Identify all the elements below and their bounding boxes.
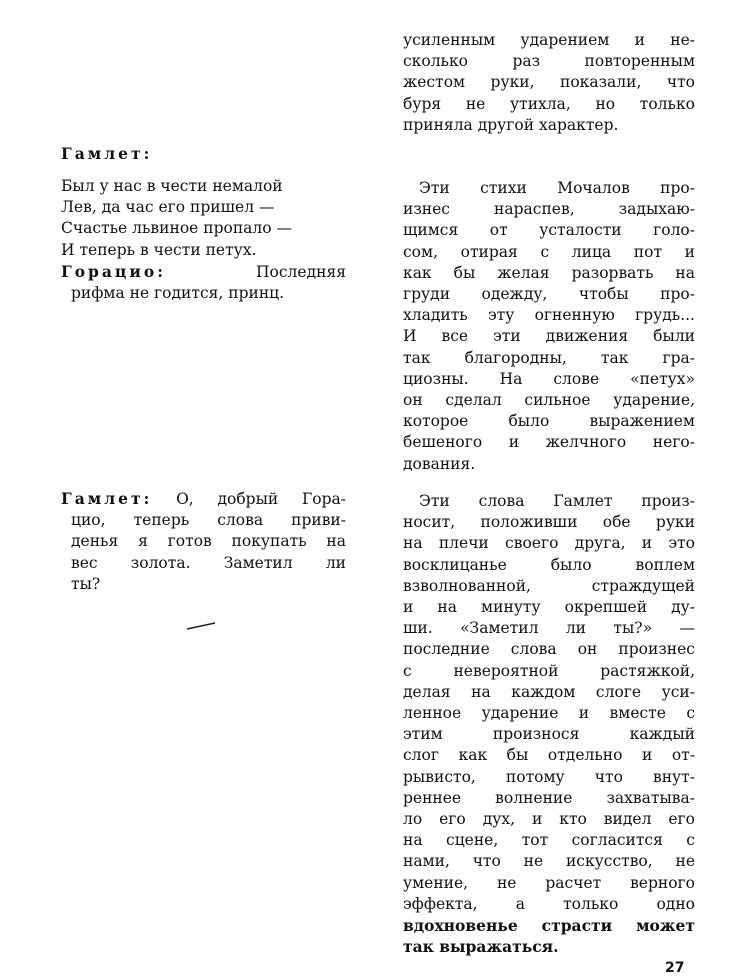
text-line: ленное ударение и вместе с [403, 704, 695, 723]
text-line: буря не утихла, но только [403, 94, 695, 113]
text-line: ты? [71, 574, 101, 593]
text-line: последние слова он произнес [403, 640, 695, 659]
verse-line: Был у нас в чести немалой [61, 177, 283, 195]
text-line: изнес нараспев, задыхаю- [403, 200, 695, 219]
text-line: вдохновенье страсти может [403, 916, 695, 936]
text-line: Эти слова Гамлет произ- [419, 492, 695, 510]
hamlet-speaker-heading-1 [61, 143, 346, 164]
right-column-bottom-paragraph [403, 491, 695, 957]
text-line: приняла другой характер. [403, 115, 619, 134]
text-line: так выражаться. [403, 937, 559, 957]
text-line: рывисто, потому что внут- [403, 767, 695, 786]
hamlet-speech-2 [61, 488, 346, 595]
text-line: циозны. На слове «петух» [403, 369, 695, 388]
text-line: слог как бы отдельно и от- [403, 746, 695, 765]
text-line: делая на каждом слоге уси- [403, 682, 695, 701]
text-line: этим произнося каждый [403, 725, 695, 744]
text-line: как бы желая разорвать на [403, 263, 695, 282]
text-line: щимся от усталости голо- [403, 221, 695, 240]
text-line: реннее волнение захватыва- [403, 788, 695, 807]
text-line: взволнованной, страждущей [403, 576, 695, 595]
verse-block [61, 176, 346, 304]
text-line: груди одежду, чтобы про- [403, 285, 695, 304]
speaker-name: Горацио: [61, 261, 166, 281]
horatio-speech: Последняя [256, 262, 346, 281]
text-line: вес золота. Заметил ли [71, 553, 346, 572]
text-line: денья я готов покупать на [71, 532, 346, 551]
text-line: И все эти движения были [403, 327, 695, 346]
text-line: так благородны, так гра- [403, 348, 695, 367]
text-line: Эти стихи Мочалов про- [419, 179, 695, 197]
text-line: цио, теперь слова приви- [71, 511, 346, 530]
speaker-name: Гамлет: [61, 489, 153, 508]
verse-line: Лев, да час его пришел — [61, 198, 275, 217]
right-column-top-paragraph [403, 30, 695, 136]
text-line: носит, положивши обе руки [403, 513, 695, 532]
text-line: на сцене, тот согласится с [403, 831, 695, 850]
horatio-line [61, 261, 346, 283]
hamlet-speech-text: О, добрый Гора- [176, 490, 346, 508]
text-line: которое было выражением [403, 412, 695, 431]
text-line: бешеного и желчного него- [403, 433, 695, 452]
text-line: с невероятной растяжкой, [403, 661, 695, 680]
text-line: жестом руки, показали, что [403, 73, 695, 92]
decorative-dash [186, 622, 216, 630]
text-line: восклицанье было воплем [403, 555, 695, 574]
text-line: умение, не расчет верного [403, 873, 695, 892]
verse-line: Счастье львиное пропало — [61, 219, 293, 238]
text-line: и на минуту окрепшей ду- [403, 598, 695, 617]
text-line: ши. «Заметил ли ты?» — [403, 619, 695, 638]
right-column-middle-paragraph [403, 178, 695, 475]
hamlet-speech-first-line [61, 488, 346, 510]
speaker-name: Гамлет: [61, 144, 153, 163]
text-line: хладить эту огненную грудь... [403, 306, 695, 325]
page-number: 27 [665, 960, 685, 976]
text-line: сколько раз повторенным [403, 52, 695, 71]
text-line: усиленным ударением и не- [403, 31, 695, 49]
text-line: дования. [403, 454, 476, 473]
text-line: на плечи своего друга, и это [403, 534, 695, 553]
text-line: эффекта, а только одно [403, 894, 695, 913]
text-line: ло его дух, и кто видел его [403, 810, 695, 829]
text-line: сом, отирая с лица пот и [403, 242, 695, 261]
horatio-speech-continued: рифма не годится, принц. [71, 284, 285, 303]
text-line: он сделал сильное ударение, [403, 391, 695, 410]
text-line: нами, что не искусство, не [403, 852, 695, 871]
verse-line: И теперь в чести петух. [61, 240, 257, 259]
